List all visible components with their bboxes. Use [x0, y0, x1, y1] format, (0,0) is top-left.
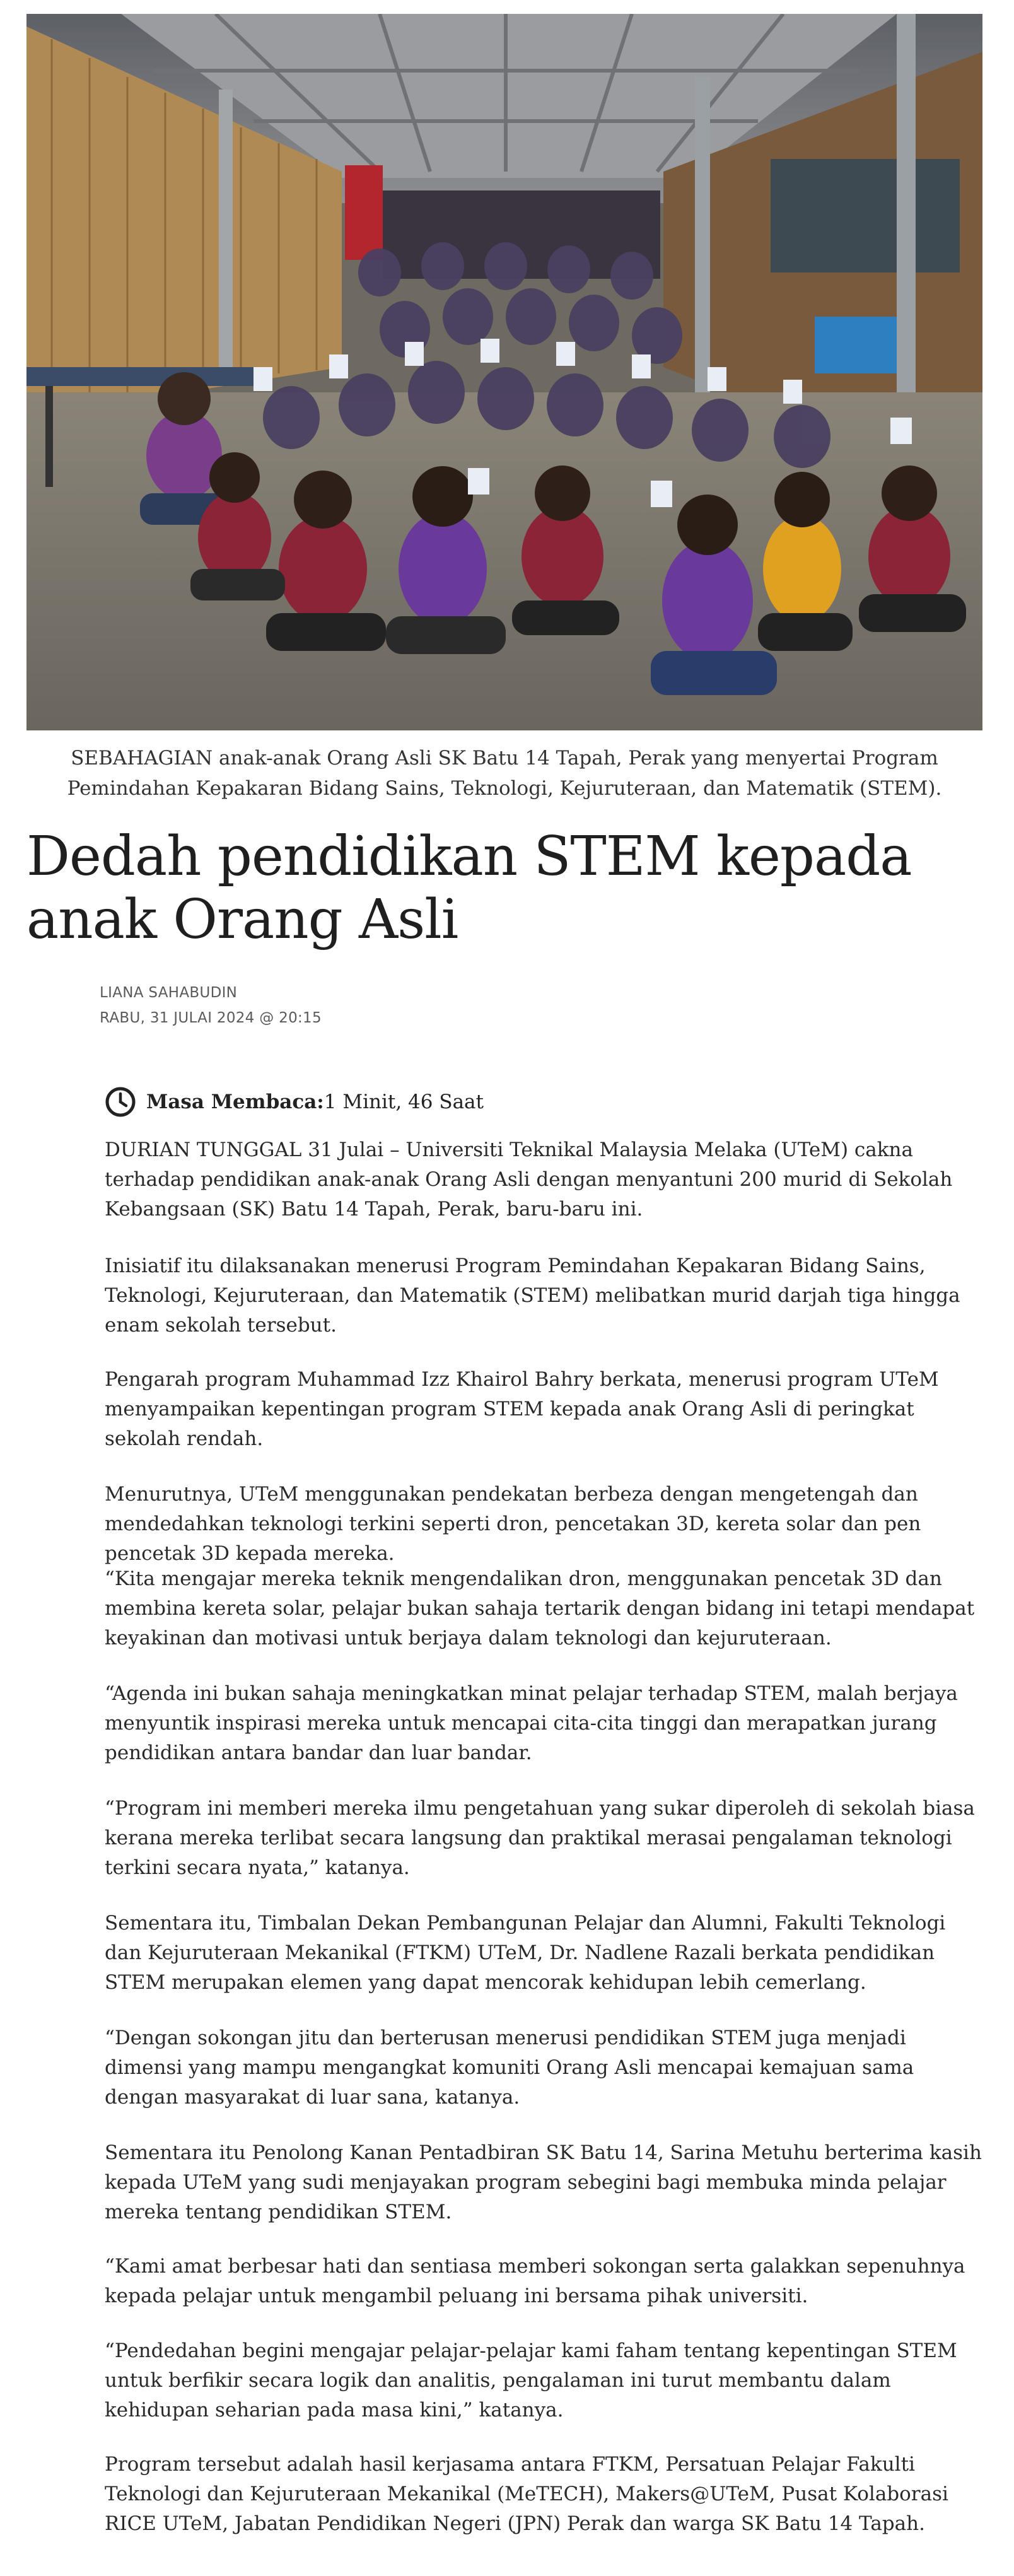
photo-caption: SEBAHAGIAN anak-anak Orang Asli SK Batu 14 Tapah, Perak yang menyertai Program Pemindahan Kepakaran Bidang Sains, Teknologi, Kejuruteraan, dan Matematik (STEM). [67, 747, 942, 800]
group-photo-illustration [26, 14, 982, 730]
clock-icon [105, 1086, 136, 1118]
paragraph: “Dengan sokongan jitu dan berterusan menerusi pendidikan STEM juga menjadi dimensi yang mampu mengangkat komuniti Orang Asli mencapai kemajuan sama dengan masyarakat di luar sana, katanya. [105, 2027, 914, 2109]
paragraph: Menurutnya, UTeM menggunakan pendekatan berbeza dengan mengetengah dan mendedahkan teknologi terkini seperti dron, pencetakan 3D, kereta solar dan pen pencetak 3D kepada mereka. [105, 1483, 921, 1565]
author-name[interactable]: LIANA SAHABUDIN [100, 985, 238, 1001]
article-photo [26, 14, 982, 730]
reading-time-value: 1 Minit, 46 Saat [323, 1091, 484, 1113]
paragraph: Pengarah program Muhammad Izz Khairol Bahry berkata, menerusi program UTeM menyampaikan kepentingan program STEM kepada anak Orang Asli di peringkat sekolah rendah. [105, 1368, 939, 1450]
publish-date: RABU, 31 JULAI 2024 @ 20:15 [100, 1010, 322, 1026]
paragraph: Sementara itu, Timbalan Dekan Pembangunan Pelajar dan Alumni, Fakulti Teknologi dan Kejuruteraan Mekanikal (FTKM) UTeM, Dr. Nadlene Razali berkata pendidikan STEM merupakan elemen yang dapat mencorak kehidupan lebih cemerlang. [105, 1912, 946, 1994]
paragraph: “Kita mengajar mereka teknik mengendalikan dron, menggunakan pencetak 3D dan membina kereta solar, pelajar bukan sahaja tertarik dengan bidang ini tetapi mendapat keyakinan dan motivasi untuk berjaya dalam teknologi dan kejuruteraan. [105, 1567, 975, 1649]
paragraph: Program tersebut adalah hasil kerjasama antara FTKM, Persatuan Pelajar Fakulti Teknologi dan Kejuruteraan Mekanikal (MeTECH), Makers@UTeM, Pusat Kolaborasi RICE UTeM, Jabatan Pendidikan Negeri (JPN) Perak dan warga SK Batu 14 Tapah. [105, 2453, 948, 2535]
paragraph: Sementara itu Penolong Kanan Pentadbiran SK Batu 14, Sarina Metuhu berterima kasih kepada UTeM yang sudi menjayakan program sebegini bagi membuka minda pelajar mereka tentang pendidikan STEM. [105, 2141, 982, 2223]
paragraph: “Pendedahan begini mengajar pelajar-pelajar kami faham tentang kepentingan STEM untuk berfikir secara logik dan analitis, pengalaman ini turut membantu dalam kehidupan seharian pada masa kini,” katanya. [105, 2339, 957, 2421]
reading-time [105, 1085, 484, 1119]
paragraph: “Kami amat berbesar hati dan sentiasa memberi sokongan serta galakkan sepenuhnya kepada pelajar untuk mengambil peluang ini bersama pihak universiti. [105, 2255, 965, 2307]
byline [100, 980, 322, 1031]
paragraph: DURIAN TUNGGAL 31 Julai – Universiti Teknikal Malaysia Melaka (UTeM) cakna terhadap pendidikan anak-anak Orang Asli dengan menyantuni 200 murid di Sekolah Kebangsaan (SK) Batu 14 Tapah, Perak, baru-baru ini. [105, 1139, 953, 1221]
paragraph: “Agenda ini bukan sahaja meningkatkan minat pelajar terhadap STEM, malah berjaya menyuntik inspirasi mereka untuk mencapai cita-cita tinggi dan merapatkan jurang pendidikan antara bandar dan luar bandar. [105, 1682, 958, 1764]
paragraph: Inisiatif itu dilaksanakan menerusi Program Pemindahan Kepakaran Bidang Sains, Teknologi, Kejuruteraan, dan Matematik (STEM) melibatkan murid darjah tiga hingga enam sekolah tersebut. [105, 1255, 960, 1337]
reading-time-label: Masa Membaca: [146, 1091, 324, 1113]
article-headline: Dedah pendidikan STEM kepada anak Orang Asli [26, 825, 912, 951]
paragraph: “Program ini memberi mereka ilmu pengetahuan yang sukar diperoleh di sekolah biasa kerana mereka terlibat secara langsung dan praktikal merasai pengalaman teknologi terkini secara nyata,” katanya. [105, 1797, 975, 1879]
